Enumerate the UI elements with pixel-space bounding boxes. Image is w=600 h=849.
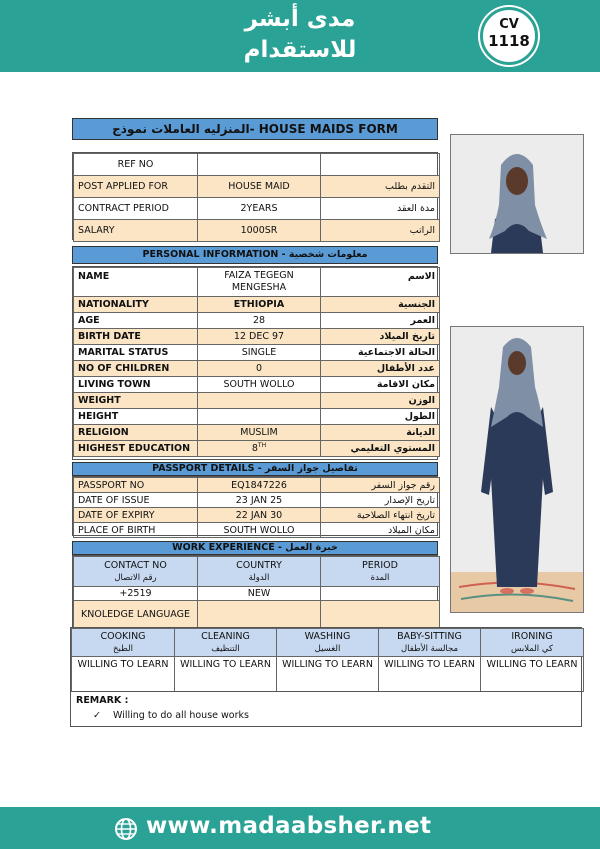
cv-number: 1118 (488, 32, 530, 50)
issue-date-ar: تاريخ الإصدار (321, 493, 440, 508)
height-value (198, 409, 321, 425)
religion-ar: الديانة (321, 425, 440, 441)
table-row (74, 478, 440, 493)
skill-washing-ar: الغسيل (314, 643, 341, 654)
skill-washing-en: WASHING (304, 630, 351, 642)
weight-ar: الوزن (321, 393, 440, 409)
table-row (74, 523, 440, 538)
ref-no-label: REF NO (74, 154, 198, 176)
work-experience-table (72, 555, 438, 629)
nationality-label: NATIONALITY (74, 297, 198, 313)
skill-washing-value: WILLING TO LEARN (277, 657, 379, 692)
table-row (74, 329, 440, 345)
skill-cooking-header (72, 629, 175, 657)
personal-info-header: PERSONAL INFORMATION - معلومات شخصية (72, 246, 438, 264)
website-link[interactable]: www.madaabsher.net (146, 813, 432, 839)
skills-table (70, 627, 582, 692)
table-row (74, 361, 440, 377)
children-value: 0 (198, 361, 321, 377)
contract-ar: مدة العقد (321, 198, 440, 220)
name-value: FAIZA TEGEGN MENGESHA (198, 268, 321, 297)
weight-value (198, 393, 321, 409)
education-ar: المستوي التعليمي (321, 441, 440, 457)
salary-ar: الراتب (321, 220, 440, 242)
table-row (74, 587, 440, 601)
work-col-country (198, 557, 321, 587)
skill-cleaning-header (175, 629, 277, 657)
table-row (74, 493, 440, 508)
skill-ironing-header (481, 629, 584, 657)
skill-cooking-ar: الطبخ (113, 643, 133, 654)
skill-babysitting-value: WILLING TO LEARN (379, 657, 481, 692)
skill-ironing-ar: كي الملابس (511, 643, 553, 654)
cv-badge (480, 7, 538, 65)
table-row (74, 409, 440, 425)
work-country-value: NEW (198, 587, 321, 601)
height-label: HEIGHT (74, 409, 198, 425)
living-town-label: LIVING TOWN (74, 377, 198, 393)
table-row (74, 425, 440, 441)
post-label: POST APPLIED FOR (74, 176, 198, 198)
language-value-2 (321, 601, 440, 629)
table-row (74, 297, 440, 313)
expiry-date-ar: تاريخ انتهاء الصلاحية (321, 508, 440, 523)
skill-babysitting-en: BABY-SITTING (397, 630, 462, 642)
passport-no-value: EQ1847226 (198, 478, 321, 493)
religion-value: MUSLIM (198, 425, 321, 441)
post-ar: التقدم بطلب (321, 176, 440, 198)
age-label: AGE (74, 313, 198, 329)
passport-header: PASSPORT DETAILS - تفاصيل جواز السفر (72, 462, 438, 476)
table-row (74, 393, 440, 409)
name-label: NAME (74, 268, 198, 297)
birth-place-ar: مكان الميلاد (321, 523, 440, 538)
issue-date-value: 23 JAN 25 (198, 493, 321, 508)
work-col-country-en: COUNTRY (236, 559, 282, 571)
check-icon: ✓ (93, 710, 101, 721)
table-row (74, 557, 440, 587)
language-label: KNOLEDGE LANGUAGE (74, 601, 198, 629)
education-value-number: 8 (251, 443, 258, 455)
work-col-contact-ar: رقم الاتصال (114, 572, 157, 583)
table-row (74, 345, 440, 361)
table-row (72, 629, 584, 657)
birth-date-ar: تاريخ الميلاد (321, 329, 440, 345)
expiry-date-label: DATE OF EXPIRY (74, 508, 198, 523)
skill-ironing-en: IRONING (511, 630, 553, 642)
table-row (74, 313, 440, 329)
work-col-period (321, 557, 440, 587)
brand-title: مدى أبشر (244, 6, 356, 32)
education-label: HIGHEST EDUCATION (74, 441, 198, 457)
weight-label: WEIGHT (74, 393, 198, 409)
height-ar: الطول (321, 409, 440, 425)
living-town-value: SOUTH WOLLO (198, 377, 321, 393)
ref-no-value (198, 154, 321, 176)
full-body-photo-figure (451, 327, 583, 612)
issue-date-label: DATE OF ISSUE (74, 493, 198, 508)
table-row (74, 154, 440, 176)
education-value (198, 441, 321, 457)
children-label: NO OF CHILDREN (74, 361, 198, 377)
language-value-1 (198, 601, 321, 629)
post-value: HOUSE MAID (198, 176, 321, 198)
nationality-ar: الجنسية (321, 297, 440, 313)
age-value: 28 (198, 313, 321, 329)
birth-date-label: BIRTH DATE (74, 329, 198, 345)
work-col-period-ar: المدة (370, 572, 390, 583)
skill-cleaning-value: WILLING TO LEARN (175, 657, 277, 692)
table-row (72, 657, 584, 692)
form-title: المنزليه العاملات نموذج- HOUSE MAIDS FORM (72, 118, 438, 140)
work-contact-value: +2519 (74, 587, 198, 601)
work-period-value (321, 587, 440, 601)
birth-date-value: 12 DEC 97 (198, 329, 321, 345)
skill-ironing-value: WILLING TO LEARN (481, 657, 584, 692)
remark-text: Willing to do all house works (113, 710, 249, 721)
full-body-photo (450, 326, 584, 613)
table-row (74, 508, 440, 523)
salary-label: SALARY (74, 220, 198, 242)
contract-label: CONTRACT PERIOD (74, 198, 198, 220)
skill-cleaning-en: CLEANING (201, 630, 250, 642)
nationality-value: ETHIOPIA (198, 297, 321, 313)
skill-babysitting-ar: مجالسة الأطفال (400, 643, 459, 654)
table-row (74, 220, 440, 242)
skill-cooking-en: COOKING (100, 630, 146, 642)
skill-cooking-value: WILLING TO LEARN (72, 657, 175, 692)
brand-subtitle: للاستقدام (243, 37, 357, 63)
job-info-table (72, 152, 438, 240)
passport-table (72, 476, 438, 536)
passport-no-ar: رقم جواز السفر (321, 478, 440, 493)
religion-label: RELIGION (74, 425, 198, 441)
birth-place-label: PLACE OF BIRTH (74, 523, 198, 538)
age-ar: العمر (321, 313, 440, 329)
work-col-contact-en: CONTACT NO (104, 559, 167, 571)
work-col-country-ar: الدولة (248, 572, 270, 583)
table-row (74, 441, 440, 457)
living-town-ar: مكان الاقامة (321, 377, 440, 393)
table-row (74, 176, 440, 198)
personal-info-table (72, 266, 438, 460)
children-ar: عدد الأطفال (321, 361, 440, 377)
globe-icon (114, 817, 138, 841)
table-row (74, 377, 440, 393)
skill-cleaning-ar: التنظيف (211, 643, 240, 654)
marital-value: SINGLE (198, 345, 321, 361)
footer-bar (0, 807, 600, 849)
expiry-date-value: 22 JAN 30 (198, 508, 321, 523)
birth-place-value: SOUTH WOLLO (198, 523, 321, 538)
contract-value: 2YEARS (198, 198, 321, 220)
portrait-photo (450, 134, 584, 254)
work-col-contact (74, 557, 198, 587)
education-value-suffix: TH (257, 442, 267, 450)
marital-label: MARITAL STATUS (74, 345, 198, 361)
work-col-period-en: PERIOD (362, 559, 398, 571)
skill-babysitting-header (379, 629, 481, 657)
ref-no-ar (321, 154, 440, 176)
table-row (74, 601, 440, 629)
name-ar: الاسم (321, 268, 440, 297)
table-row (74, 198, 440, 220)
table-row (74, 268, 440, 297)
marital-ar: الحالة الاجتماعية (321, 345, 440, 361)
salary-value: 1000SR (198, 220, 321, 242)
work-experience-header: WORK EXPERIENCE - خبرة العمل (72, 541, 438, 555)
cv-label: CV (499, 17, 519, 32)
skill-washing-header (277, 629, 379, 657)
passport-no-label: PASSPORT NO (74, 478, 198, 493)
portrait-photo-figure (451, 135, 583, 253)
remark-box (70, 691, 582, 727)
remark-label: REMARK : (76, 695, 129, 706)
